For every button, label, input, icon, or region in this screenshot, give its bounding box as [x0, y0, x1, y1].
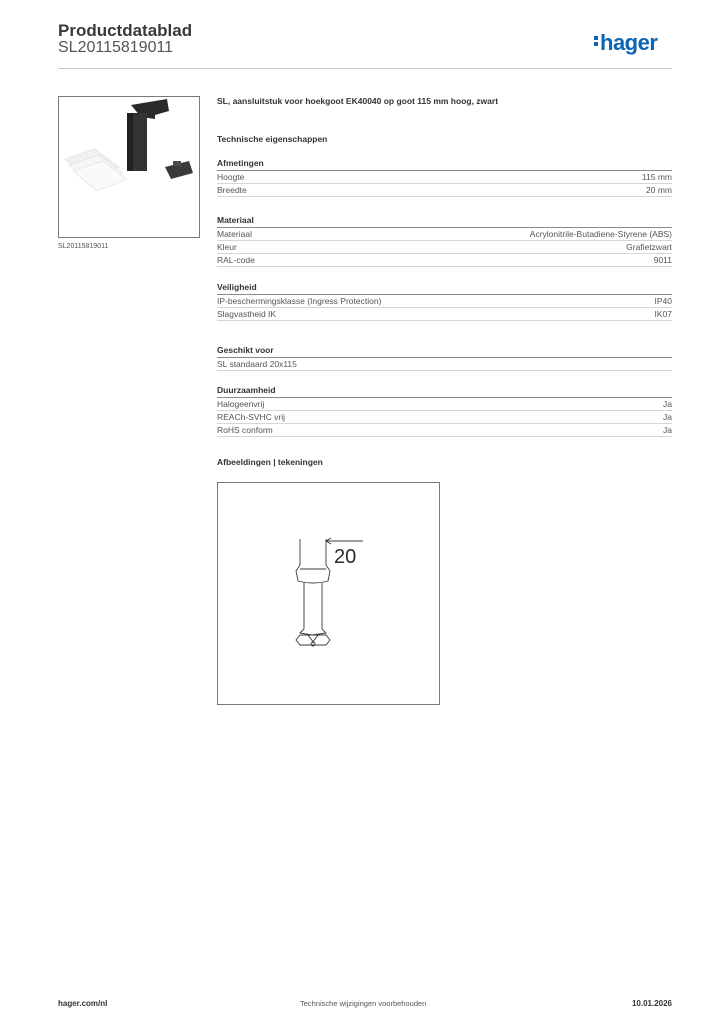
spec-label: Breedte [217, 185, 247, 195]
spec-value: Ja [663, 412, 672, 422]
spec-label: Slagvastheid IK [217, 309, 277, 319]
spec-row [217, 171, 672, 184]
spec-row [217, 358, 672, 371]
section-materiaal [217, 215, 672, 267]
dimension-label: 20 [334, 546, 357, 568]
spec-row [217, 411, 672, 424]
product-title: SL, aansluitstuk voor hoekgoot EK40040 op goot 115 mm hoog, zwart [217, 96, 499, 106]
section-title: Geschikt voor [217, 345, 672, 358]
spec-row [217, 228, 672, 241]
spec-label: Kleur [217, 242, 237, 252]
section-duurzaamheid [217, 385, 672, 437]
spec-row [217, 398, 672, 411]
spec-value: IP40 [654, 296, 672, 306]
footer-date: 10.01.2026 [631, 999, 672, 1008]
technical-drawing [217, 482, 440, 705]
spec-label: Materiaal [217, 229, 252, 239]
spec-label: Halogeenvrij [217, 399, 265, 409]
spec-value: Ja [663, 399, 672, 409]
footer-disclaimer: Technische wijzigingen voorbehouden [300, 999, 427, 1008]
spec-label: REACh-SVHC vrij [217, 412, 286, 422]
hager-logo [594, 30, 657, 56]
drawings-heading: Afbeeldingen | tekeningen [217, 457, 323, 467]
spec-row [217, 424, 672, 437]
technical-properties-heading: Technische eigenschappen [217, 134, 328, 144]
spec-row [217, 184, 672, 197]
footer-website: hager.com/nl [58, 999, 108, 1008]
spec-value: IK07 [654, 309, 672, 319]
spec-value: Acrylonitrile-Butadiene-Styrene (ABS) [529, 229, 672, 239]
spec-label: RoHS conform [217, 425, 273, 435]
spec-value: Ja [663, 425, 672, 435]
page-title: Productdatablad [58, 21, 193, 40]
spec-row [217, 308, 672, 321]
dimension-drawing-icon [218, 483, 439, 704]
section-title: Duurzaamheid [217, 385, 672, 398]
header-divider [58, 68, 672, 69]
spec-value: Grafietzwart [626, 242, 672, 252]
spec-value: 20 mm [646, 185, 672, 195]
section-veiligheid [217, 282, 672, 321]
product-details [217, 96, 672, 467]
spec-label: Hoogte [217, 172, 245, 182]
product-photo-icon [59, 97, 199, 237]
product-sku: SL20115819011 [58, 39, 174, 56]
section-title: Materiaal [217, 215, 672, 228]
spec-value: 115 mm [641, 172, 672, 182]
spec-label: IP-beschermingsklasse (Ingress Protection) [217, 296, 382, 306]
section-title: Veiligheid [217, 282, 672, 295]
photo-caption: SL20115819011 [58, 243, 109, 250]
spec-value: 9011 [653, 255, 672, 265]
section-geschikt-voor [217, 345, 672, 371]
logo-text: hager [600, 30, 658, 55]
spec-label: RAL-code [217, 255, 255, 265]
spec-row [217, 254, 672, 267]
section-afmetingen [217, 158, 672, 197]
section-title: Afmetingen [217, 158, 672, 171]
spec-row [217, 295, 672, 308]
spec-label: SL standaard 20x115 [217, 359, 297, 369]
logo-dots-icon [594, 34, 599, 48]
spec-row [217, 241, 672, 254]
product-photo [58, 96, 200, 238]
